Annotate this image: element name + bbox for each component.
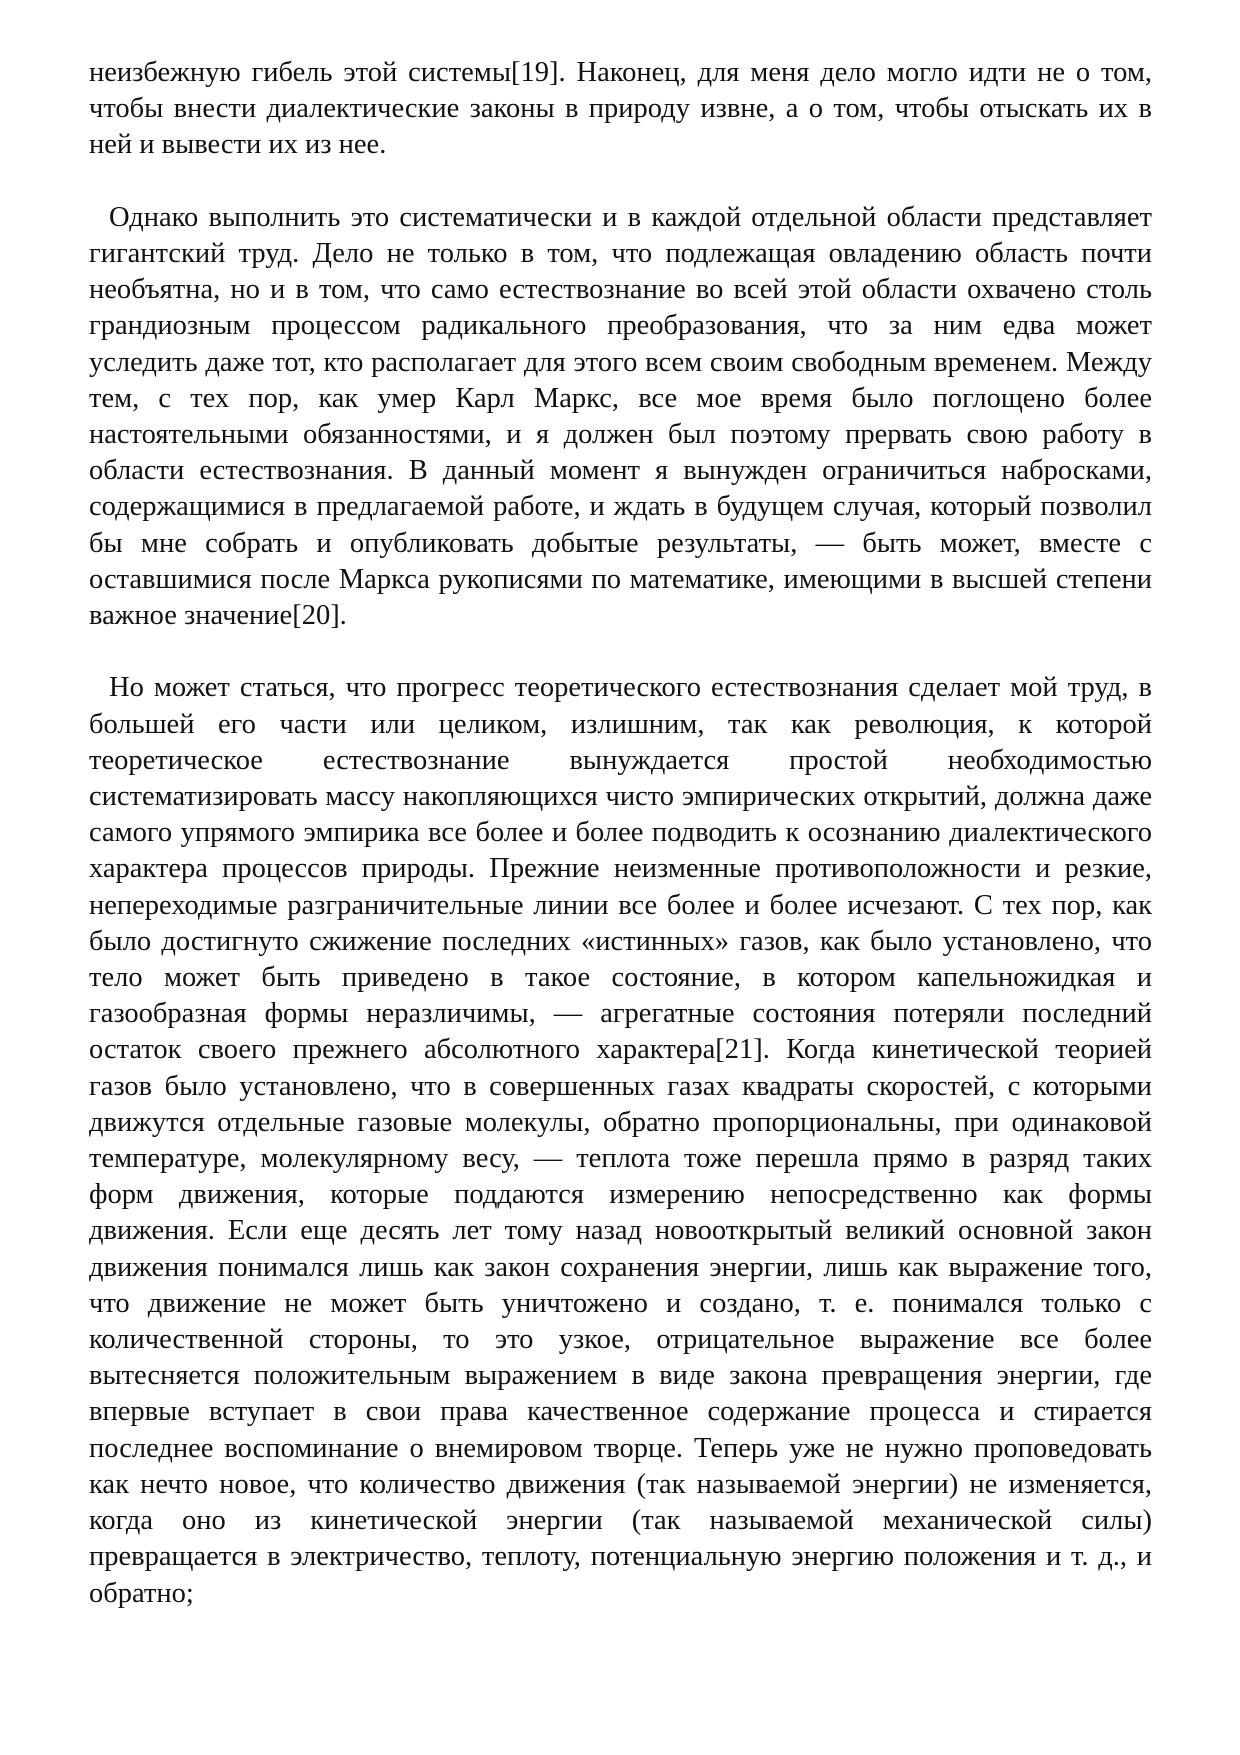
document-page [89, 55, 1152, 1612]
paragraph-systematic-work: Однако выполнить это систематически и в каждой отдельной области представляет гигантский труд. Дело не только в том, что подлежащая овладению область почти необъятна, но и в том, что само естествознание во всей этой области охвачено столь грандиозным процессом радикального преобразования, что за ним едва может уследить даже тот, кто располагает для этого всем своим свободным временем. Между тем, с тех пор, как умер Карл Маркс, все мое время было поглощено более настоятельными обязанностями, и я должен был поэтому прервать свою работу в области естествознания. В данный момент я вынужден ограничиться набросками, содержащимися в предлагаемой работе, и ждать в будущем случая, который позволил бы мне собрать и опубликовать добытые результаты, — быть может, вместе с оставшимися после Маркса рукописями по математике, имеющими в высшей степени важное значение[20]. [89, 201, 1152, 632]
paragraph-continuation: неизбежную гибель этой системы[19]. Наконец, для меня дело могло идти не о том, чтобы внести диалектические законы в природу извне, а о том, чтобы отыскать их в ней и вывести их из нее. [89, 57, 1152, 161]
paragraph-theoretical-progress: Но может статься, что прогресс теоретического естествознания сделает мой труд, в большей его части или целиком, излишним, так как революция, к которой теоретическое естествознание вынуждается простой необходимостью систематизировать массу накопляющихся чисто эмпирических открытий, должна даже самого упрямого эмпирика все более и более подводить к осознанию диалектического характера процессов природы. Прежние неизменные противоположности и резкие, непереходимые разграничительные линии все более и более исчезают. С тех пор, как было достигнуто сжижение последних «истинных» газов, как было установлено, что тело может быть приведено в такое состояние, в котором капельножидкая и газообразная формы неразличимы, — агрегатные состояния потеряли последний остаток своего прежнего абсолютного характера[21]. Когда кинетической теорией газов было установлено, что в совершенных газах квадраты скоростей, с которыми движутся отдельные газовые молекулы, обратно пропорциональны, при одинаковой температуре, молекулярному весу, — теплота тоже перешла прямо в разряд таких форм движения, которые поддаются измерению непосредственно как формы движения. Если еще десять лет тому назад новооткрытый великий основной закон движения понимался лишь как закон сохранения энергии, лишь как выражение того, что движение не может быть уничтожено и создано, т. е. понимался только с количественной стороны, то это узкое, отрицательное выражение все более вытесняется положительным выражением в виде закона превращения энергии, где впервые вступает в свои права качественное содержание процесса и стирается последнее воспоминание о внемировом творце. Теперь уже не нужно проповедовать как нечто новое, что количество движения (так называемой энергии) не изменяется, когда оно из кинетической энергии (так называемой механической силы) превращается в электричество, теплоту, потенциальную энергию положения и т. д., и обратно; [89, 672, 1152, 1609]
